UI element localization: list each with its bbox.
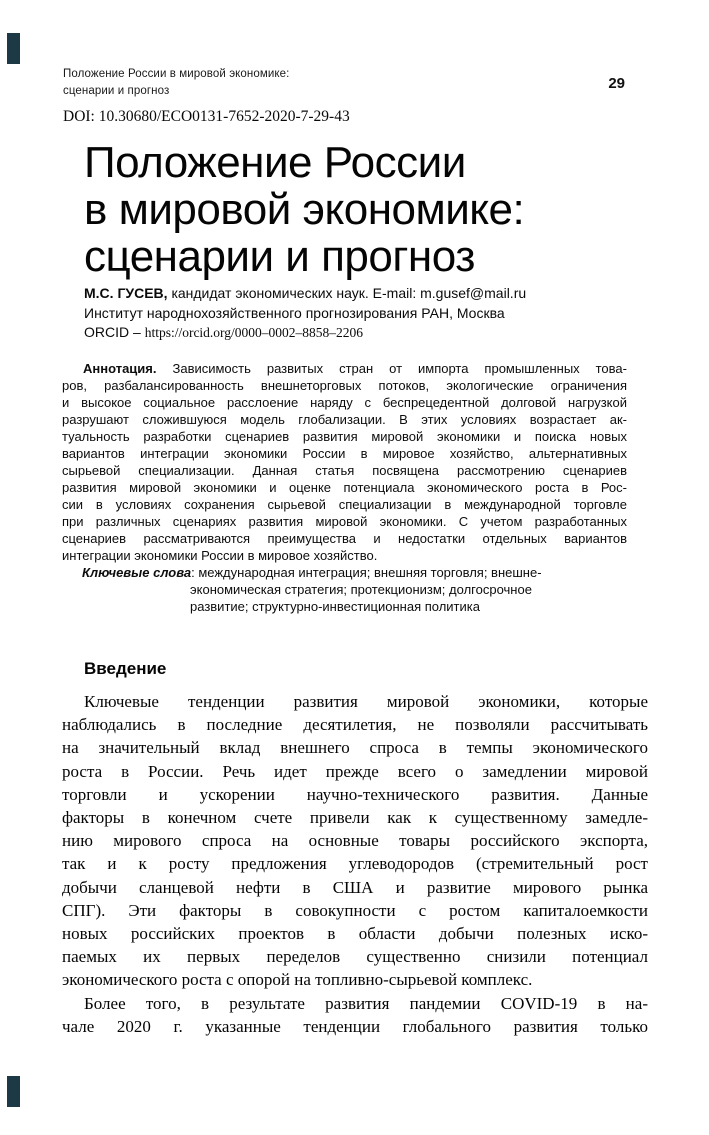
text-line: экономическая стратегия; протекционизм; долгосрочное (190, 582, 532, 597)
keywords-first-line-text: : международная интеграция; внешняя торговля; внешне- (191, 565, 542, 580)
text-line: факторы в конечном счете привели как к существенному замедле- (62, 808, 648, 828)
text-line: наблюдались в последние десятилетия, не позволяли рассчитывать (62, 715, 648, 735)
author-line (84, 284, 526, 304)
title-line-3: сценарии и прогноз (84, 232, 475, 281)
text-line: Ключевые тенденции развития мировой экономики, которые (84, 692, 648, 711)
page-edge-tab-bottom (7, 1076, 20, 1107)
title-line-2: в мировой экономике: (84, 185, 525, 234)
abstract-label: Аннотация. (83, 361, 157, 376)
text-line: роста в России. Речь идет прежде всего о замедлении мировой (62, 761, 648, 781)
text-line: туальность разработки сценариев развития мировой экономики и поиска новых (62, 429, 627, 444)
running-header-line1: Положение России в мировой экономике: (63, 68, 290, 80)
body-paragraph-2 (62, 992, 648, 1038)
text-line: вариантов интеграции экономики России в мировое хозяйство, альтернативных (62, 446, 627, 461)
article-body (62, 690, 648, 1038)
author-block (84, 284, 526, 343)
abstract-first-line (62, 360, 627, 377)
running-header (63, 66, 625, 100)
text-line: Более того, в результате развития пандемии COVID-19 в на- (84, 993, 648, 1013)
text-line: чале 2020 г. указанные тенденции глобального развития только (62, 1016, 648, 1036)
orcid-url: https://orcid.org/0000–0002–8858–2206 (144, 325, 364, 340)
keywords-continuation (62, 581, 627, 615)
author-affiliation: Институт народнохозяйственного прогнозирования РАН, Москва (84, 304, 505, 321)
keywords-first-line (62, 564, 627, 581)
page-number: 29 (608, 74, 625, 92)
article-title (84, 139, 524, 280)
abstract-lines (62, 377, 627, 564)
text-line: так и к росту предложения углеводородов (стремительный рост (62, 854, 648, 874)
text-line: нию мирового спроса на основные товары российского экспорта, (62, 831, 648, 851)
text-line: добычи сланцевой нефти в США и развитие мирового рынка (62, 877, 648, 897)
page-edge-tab-top (7, 33, 20, 64)
running-header-line2: сценарии и прогноз (63, 85, 170, 97)
text-line: паемых их первых переделов существенно снизили потенциал (62, 947, 648, 967)
running-header-title (63, 66, 289, 100)
text-line: сырьевой специализации. Данная статья посвящена рассмотрению сценариев (62, 463, 627, 478)
text-line: ров, разбалансированность внешнеторговых потоков, экологические ограничения (62, 378, 627, 393)
text-line: интеграции экономики России в мировое хозяйство. (62, 548, 378, 563)
keywords-label: Ключевые слова (82, 565, 192, 580)
doi: DOI: 10.30680/ECO0131-7652-2020-7-29-43 (63, 108, 350, 125)
orcid-label: ORCID – (84, 324, 141, 340)
text-line: торговли и ускорении научно-технического развития. Данные (62, 784, 648, 804)
body-paragraph-1 (62, 690, 648, 992)
text-line: экономического роста с опорой на топливно-сырьевой комплекс. (62, 970, 533, 990)
text-line: СПГ). Эти факторы в совокупности с ростом капиталоемкости (62, 900, 648, 920)
author-orcid (84, 323, 526, 343)
text-line: сценариев рассматриваются преимущества и недостатки отдельных вариантов (62, 531, 627, 546)
abstract-first-line-text: Зависимость развитых стран от импорта промышленных това- (172, 361, 627, 376)
text-line: развитие; структурно-инвестиционная политика (190, 599, 480, 614)
author-degree: кандидат экономических наук. E-mail: m.gusef@mail.ru (171, 285, 527, 301)
text-line: сии в условиях сохранения сырьевой специализации в международной торговле (62, 497, 627, 512)
text-line: и высокое социальное расслоение наряду с беспрецедентной долговой нагрузкой (62, 395, 627, 410)
title-line-1: Положение России (84, 138, 466, 187)
text-line: на значительный вклад внешнего спроса в темпы экономического (62, 738, 648, 758)
text-line: новых российских проектов в области добычи полезных иско- (62, 924, 648, 944)
text-line: разрушают сложившуюся модель глобализации. В этих условиях возрастает ак- (62, 412, 627, 427)
text-line: при различных сценариях развития мировой экономики. С учетом разработанных (62, 514, 627, 529)
abstract-block (62, 360, 627, 615)
author-name: М.С. ГУСЕВ, (84, 285, 168, 301)
text-line: развития мировой экономики и оценке потенциала экономического роста в Рос- (62, 480, 627, 495)
section-heading-introduction: Введение (84, 659, 167, 678)
